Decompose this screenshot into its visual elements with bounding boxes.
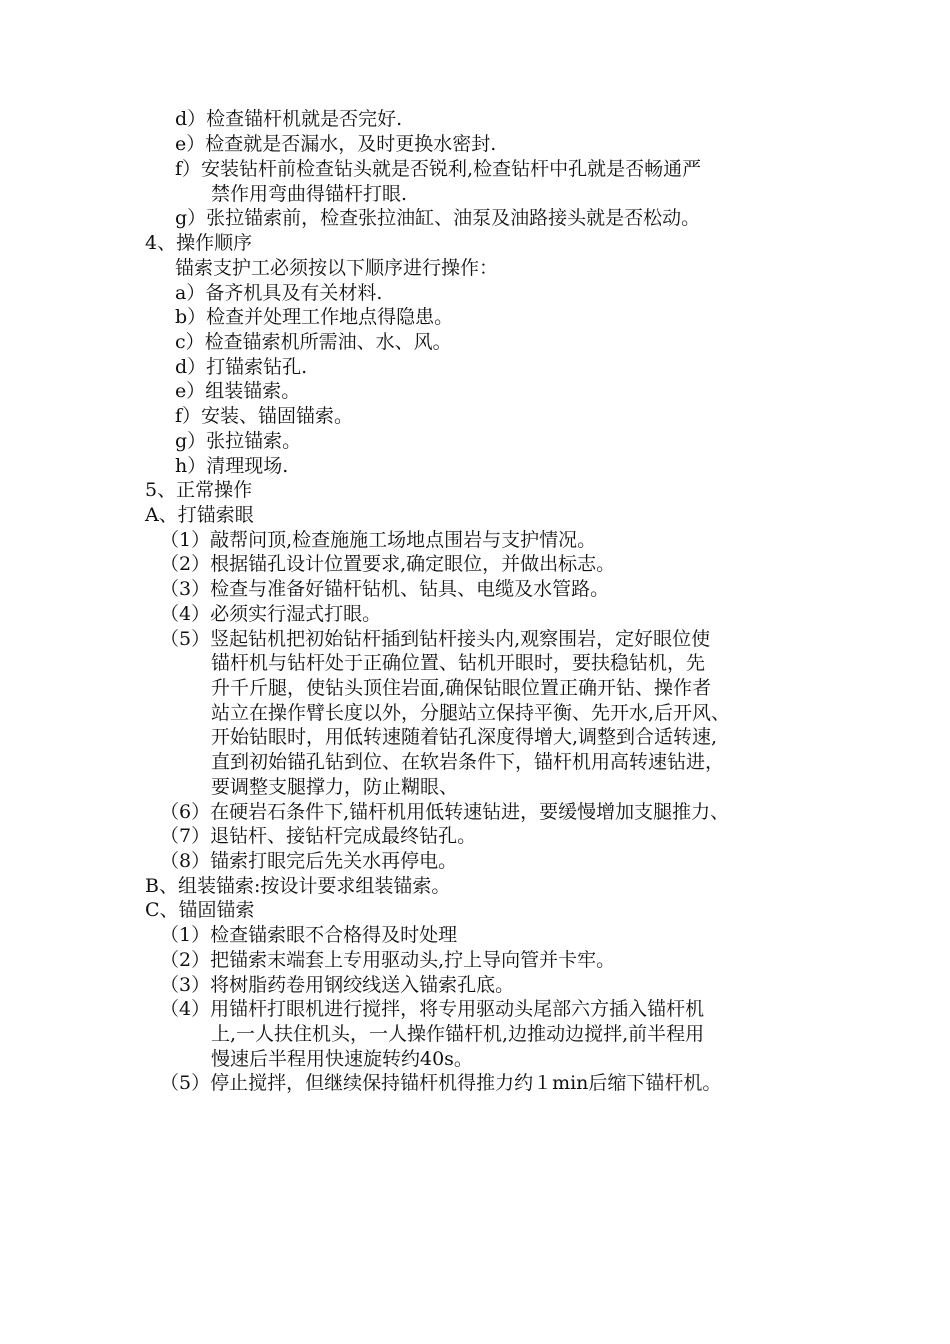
numbered-item-c3: （3）将树脂药卷用钢绞线送入锚索孔底。 [160, 974, 515, 996]
section-heading-5: 5、正常操作 [145, 479, 253, 501]
list-item-e2: e）组装锚索。 [175, 380, 301, 402]
intro-text: 锚索支护工必须按以下顺序进行操作： [175, 257, 499, 279]
numbered-item-a2: （2）根据锚孔设计位置要求,确定眼位，并做出标志。 [160, 553, 616, 575]
numbered-item-a1: （1）敲帮问顶,检查施施工场地点围岩与支护情况。 [160, 529, 597, 551]
list-item-c: c）检查锚索机所需油、水、风。 [175, 331, 452, 353]
numbered-item-a4: （4）必须实行湿式打眼。 [160, 603, 382, 625]
section-heading-4: 4、操作顺序 [145, 232, 253, 254]
list-item-h: h）清理现场. [175, 455, 289, 477]
subsection-heading-b: B、组装锚索:按设计要求组装锚索。 [145, 875, 451, 897]
numbered-item-a3: （3）检查与准备好锚杆钻机、钻具、电缆及水管路。 [160, 578, 610, 600]
list-item-f-continued: 禁作用弯曲得锚杆打眼. [211, 183, 408, 205]
list-item-g2: g）张拉锚索。 [175, 430, 302, 452]
numbered-item-c4-continued: 上,一人扶住机头，一人操作锚杆机,边推动边搅拌,前半程用 [211, 1023, 705, 1045]
list-item-e: e）检查就是否漏水，及时更换水密封. [175, 133, 497, 155]
list-item-b: b）检查并处理工作地点得隐患。 [175, 306, 454, 328]
numbered-item-c2: （2）把锚索末端套上专用驱动头,拧上导向管并卡牢。 [160, 949, 616, 971]
numbered-item-a8: （8）锚索打眼完后先关水再停电。 [160, 850, 458, 872]
numbered-item-a5-continued: 开始钻眼时，用低转速随着钻孔深度得增大,调整到合适转速, [211, 726, 718, 748]
list-item-d: d）检查锚杆机就是否完好. [175, 108, 403, 130]
numbered-item-a5-continued: 站立在操作臂长度以外，分腿站立保持平衡、先开水,后开风、 [211, 702, 731, 724]
numbered-item-c1: （1）检查锚索眼不合格得及时处理 [160, 924, 458, 946]
numbered-item-a7: （7）退钻杆、接钻杆完成最终钻孔。 [160, 825, 477, 847]
subsection-heading-c: C、锚固锚索 [145, 899, 255, 921]
numbered-item-a5-continued: 要调整支腿撑力，防止糊眼、 [211, 776, 459, 798]
numbered-item-a5-continued: 直到初始锚孔钻到位、在软岩条件下，锚杆机用高转速钻进， [211, 751, 725, 773]
numbered-item-a5-continued: 锚杆机与钻杆处于正确位置、钻机开眼时，要扶稳钻机，先 [211, 652, 706, 674]
list-item-f: f）安装钻杆前检查钻头就是否锐利,检查钻杆中孔就是否畅通严 [175, 158, 702, 180]
list-item-f2: f）安装、锚固锚索。 [175, 405, 354, 427]
numbered-item-c4: （4）用锚杆打眼机进行搅拌，将专用驱动头尾部六方插入锚杆机 [160, 998, 705, 1020]
subsection-heading-a: A、打锚索眼 [145, 504, 254, 526]
list-item-g: g）张拉锚索前，检查张拉油缸、油泵及油路接头就是否松动。 [175, 207, 701, 229]
numbered-item-c4-continued: 慢速后半程用快速旋转约40s。 [211, 1048, 473, 1070]
list-item-d2: d）打锚索钻孔. [175, 356, 308, 378]
list-item-a: a）备齐机具及有关材料. [175, 282, 383, 304]
numbered-item-a5: （5）竖起钻机把初始钻杆插到钻杆接头内,观察围岩，定好眼位使 [160, 628, 711, 650]
numbered-item-a6: （6）在硬岩石条件下,锚杆机用低转速钻进，要缓慢增加支腿推力、 [160, 801, 730, 823]
numbered-item-a5-continued: 升千斤腿，使钻头顶住岩面,确保钻眼位置正确开钻、操作者 [211, 677, 712, 699]
numbered-item-c5: （5）停止搅拌，但继续保持锚杆机得推力约１min后缩下锚杆机。 [160, 1072, 722, 1094]
